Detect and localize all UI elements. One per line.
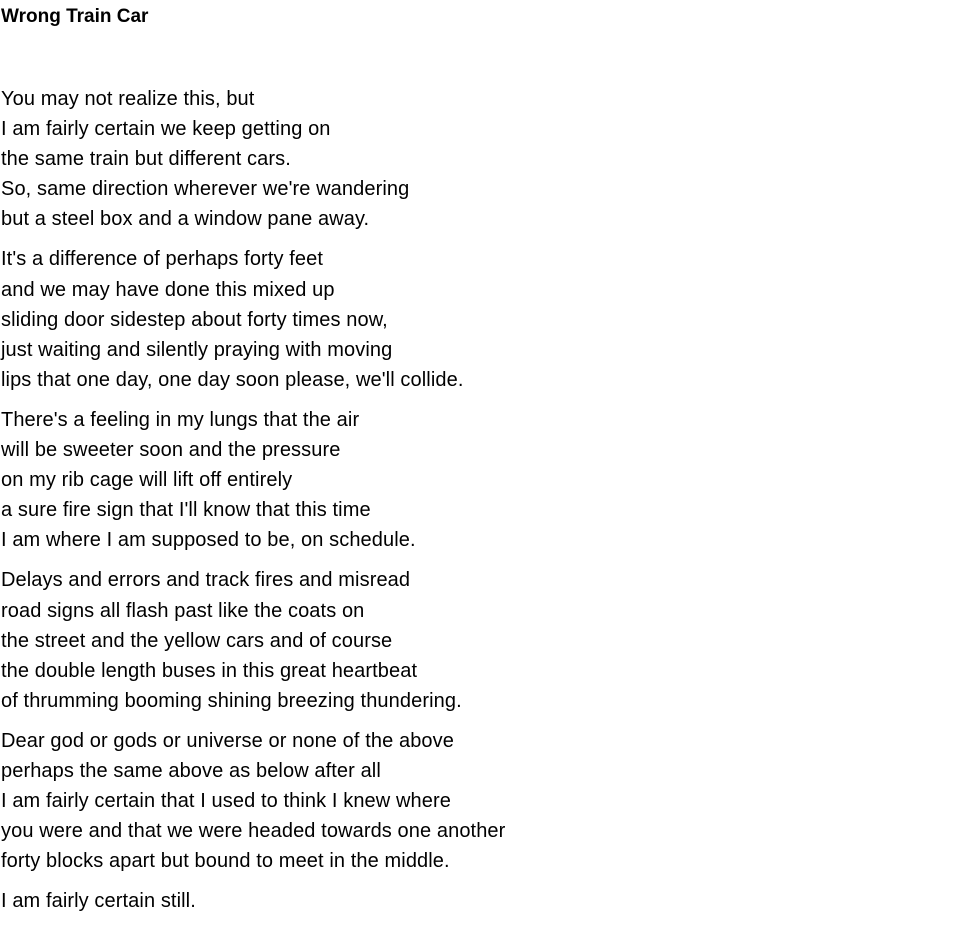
stanza-6 <box>1 886 961 916</box>
poem-line: of thrumming booming shining breezing thundering. <box>1 689 462 712</box>
poem-line: I am fairly certain we keep getting on <box>1 118 331 141</box>
poem-line: I am fairly certain that I used to think I knew where <box>1 790 451 813</box>
poem-line: I am where I am supposed to be, on schedule. <box>1 529 416 552</box>
stanza-4 <box>1 565 961 715</box>
poem-line: You may not realize this, but <box>1 88 255 110</box>
poem-line: I am fairly certain still. <box>1 890 196 913</box>
stanza-2 <box>1 244 961 394</box>
poem-line: It's a difference of perhaps forty feet <box>1 248 323 271</box>
poem-body <box>1 84 961 926</box>
poem-line: the double length buses in this great heartbeat <box>1 659 418 682</box>
poem-line: will be sweeter soon and the pressure <box>1 439 341 462</box>
poem-line: and we may have done this mixed up <box>1 278 335 301</box>
poem-line: So, same direction wherever we're wandering <box>1 178 410 201</box>
poem-line: a sure fire sign that I'll know that this time <box>1 499 371 522</box>
poem-line: perhaps the same above as below after all <box>1 759 381 782</box>
poem-title: Wrong Train Car <box>1 6 149 27</box>
poem-line: on my rib cage will lift off entirely <box>1 469 293 492</box>
poem-line: Delays and errors and track fires and misread <box>1 569 411 592</box>
poem-line: but a steel box and a window pane away. <box>1 208 370 231</box>
poem-line: you were and that we were headed towards one another <box>1 820 506 843</box>
poem-line: There's a feeling in my lungs that the air <box>1 408 360 431</box>
poem-line: forty blocks apart but bound to meet in the middle. <box>1 850 450 873</box>
poem-line: Dear god or gods or universe or none of the above <box>1 729 454 752</box>
poem-line: sliding door sidestep about forty times now, <box>1 308 388 331</box>
poem-line: lips that one day, one day soon please, we'll collide. <box>1 368 464 391</box>
stanza-3 <box>1 405 961 555</box>
poem-line: the same train but different cars. <box>1 148 291 171</box>
stanza-5 <box>1 726 961 876</box>
poem-line: just waiting and silently praying with moving <box>1 338 393 361</box>
poem-line: road signs all flash past like the coats on <box>1 599 365 622</box>
poem-line: the street and the yellow cars and of course <box>1 629 393 652</box>
stanza-1 <box>1 84 961 234</box>
